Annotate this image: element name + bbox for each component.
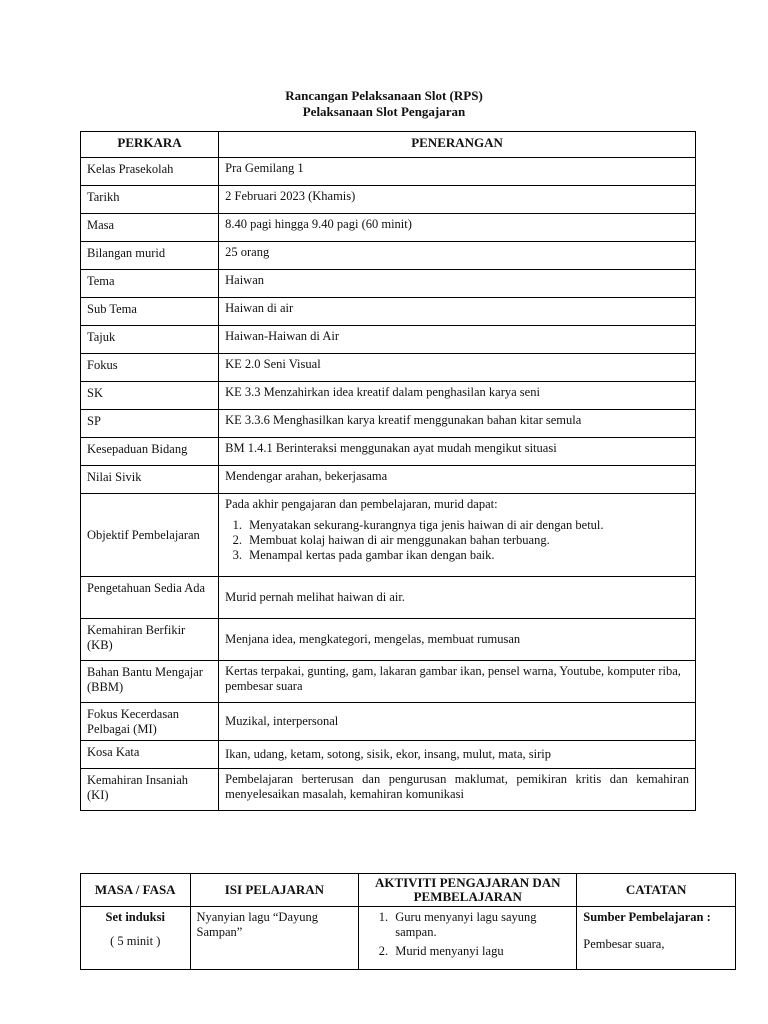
table-header-row [81, 874, 736, 907]
table-row [81, 214, 696, 242]
table-row [81, 158, 696, 186]
table-row [81, 382, 696, 410]
row-value: KE 3.3 Menzahirkan idea kreatif dalam penghasilan karya seni [219, 382, 696, 410]
row-label: SP [81, 410, 219, 438]
table-row [81, 326, 696, 354]
catatan-text: Pembesar suara, [583, 937, 665, 951]
header-penerangan: PENERANGAN [219, 132, 696, 158]
row-value: Menjana idea, mengkategori, mengelas, membuat rumusan [219, 619, 696, 661]
list-item: 1. Menyatakan sekurang-kurangnya tiga jenis haiwan di air dengan betul. [245, 518, 689, 533]
cell-catatan [577, 907, 736, 970]
row-label: Sub Tema [81, 298, 219, 326]
table-row [81, 466, 696, 494]
objektif-list [225, 518, 689, 563]
table-row [81, 298, 696, 326]
row-value: Haiwan-Haiwan di Air [219, 326, 696, 354]
row-value: 25 orang [219, 242, 696, 270]
row-label: Kemahiran Insaniah (KI) [81, 769, 219, 811]
aktiviti-list [365, 910, 570, 959]
table-row [81, 769, 696, 811]
list-item: 3. Menampal kertas pada gambar ikan dengan baik. [245, 548, 689, 563]
row-label: Tema [81, 270, 219, 298]
header-catatan: CATATAN [577, 874, 736, 907]
row-label: Objektif Pembelajaran [81, 494, 219, 577]
header-masa-fasa: MASA / FASA [81, 874, 191, 907]
row-value: Ikan, udang, ketam, sotong, sisik, ekor, insang, mulut, mata, sirip [219, 741, 696, 769]
row-label: Pengetahuan Sedia Ada [81, 577, 219, 619]
row-value: 2 Februari 2023 (Khamis) [219, 186, 696, 214]
row-label: Tajuk [81, 326, 219, 354]
cell-isi-pelajaran: Nyanyian lagu “Dayung Sampan” [190, 907, 359, 970]
list-item: 1. Guru menyanyi lagu sayung sampan. [391, 910, 570, 940]
header-isi-pelajaran: ISI PELAJARAN [190, 874, 359, 907]
cell-masa-fasa [81, 907, 191, 970]
row-label: Nilai Sivik [81, 466, 219, 494]
row-value: Mendengar arahan, bekerjasama [219, 466, 696, 494]
table-row [81, 907, 736, 970]
row-value: Murid pernah melihat haiwan di air. [219, 577, 696, 619]
table-row [81, 577, 696, 619]
row-value: Muzikal, interpersonal [219, 703, 696, 741]
row-value: KE 2.0 Seni Visual [219, 354, 696, 382]
table-row [81, 186, 696, 214]
objektif-intro: Pada akhir pengajaran dan pembelajaran, murid dapat: [225, 497, 498, 511]
list-item: 2. Murid menyanyi lagu [391, 944, 570, 959]
document-subtitle: Pelaksanaan Slot Pengajaran [302, 104, 466, 119]
fasa-label: Set induksi [105, 910, 165, 924]
row-label: Tarikh [81, 186, 219, 214]
row-value: KE 3.3.6 Menghasilkan karya kreatif menggunakan bahan kitar semula [219, 410, 696, 438]
table-row [81, 703, 696, 741]
table-row [81, 354, 696, 382]
masa-label: ( 5 minit ) [110, 934, 161, 948]
table-row [81, 242, 696, 270]
table-row [81, 270, 696, 298]
row-value: Haiwan di air [219, 298, 696, 326]
header-aktiviti: AKTIVITI PENGAJARAN DAN PEMBELAJARAN [359, 874, 577, 907]
table-row [81, 661, 696, 703]
row-value-objektif [219, 494, 696, 577]
row-label: Kesepaduan Bidang [81, 438, 219, 466]
row-value: Haiwan [219, 270, 696, 298]
row-value: Pra Gemilang 1 [219, 158, 696, 186]
row-label: Kosa Kata [81, 741, 219, 769]
table-row-objektif [81, 494, 696, 577]
table-row [81, 438, 696, 466]
catatan-heading: Sumber Pembelajaran : [583, 910, 711, 924]
row-label: Fokus Kecerdasan Pelbagai (MI) [81, 703, 219, 741]
row-label: Kemahiran Berfikir (KB) [81, 619, 219, 661]
lesson-activity-table [80, 873, 736, 970]
table-row [81, 741, 696, 769]
header-perkara: PERKARA [81, 132, 219, 158]
row-label: Bahan Bantu Mengajar (BBM) [81, 661, 219, 703]
row-label: Fokus [81, 354, 219, 382]
row-value: Kertas terpakai, gunting, gam, lakaran gambar ikan, pensel warna, Youtube, komputer riba, pembesar suara [219, 661, 696, 703]
table-row [81, 410, 696, 438]
row-label: Bilangan murid [81, 242, 219, 270]
lesson-info-table [80, 131, 696, 811]
table-header-row [81, 132, 696, 158]
row-label: SK [81, 382, 219, 410]
row-label: Kelas Prasekolah [81, 158, 219, 186]
document-title: Rancangan Pelaksanaan Slot (RPS) [285, 88, 483, 103]
row-value: 8.40 pagi hingga 9.40 pagi (60 minit) [219, 214, 696, 242]
table-row [81, 619, 696, 661]
row-value: BM 1.4.1 Berinteraksi menggunakan ayat mudah mengikut situasi [219, 438, 696, 466]
row-label: Masa [81, 214, 219, 242]
cell-aktiviti [359, 907, 577, 970]
row-value: Pembelajaran berterusan dan pengurusan maklumat, pemikiran kritis dan kemahiran menyelesaikan masalah, kemahiran komunikasi [219, 769, 696, 811]
list-item: 2. Membuat kolaj haiwan di air menggunakan bahan terbuang. [245, 533, 689, 548]
